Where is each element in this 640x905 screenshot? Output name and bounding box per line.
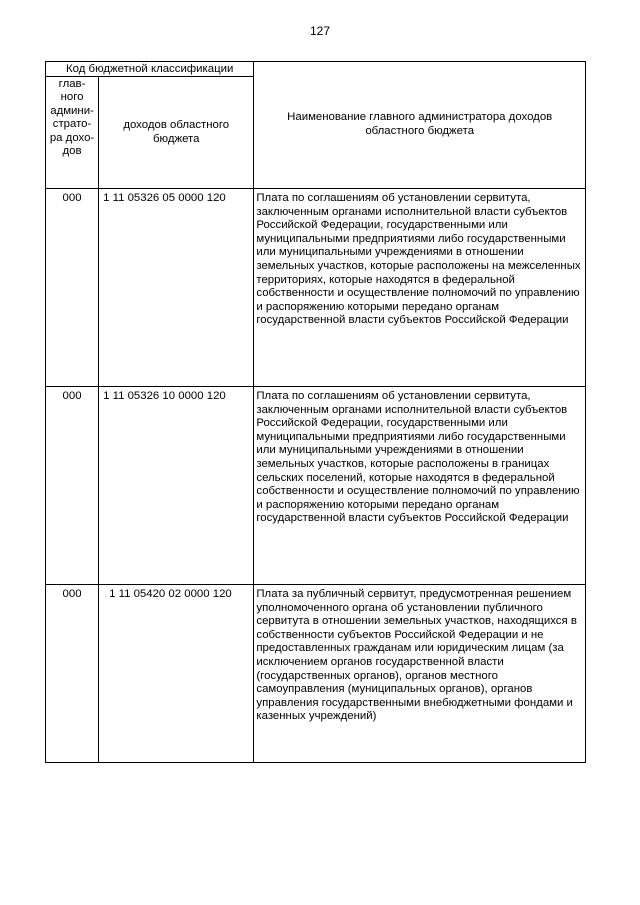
page-number: 127 [309, 24, 331, 38]
main-administrator-header-line: ра дохо- [49, 131, 95, 144]
administrator-name-header: Наименование главного администратора доходов областного бюджета [254, 62, 586, 189]
budget-classification-table [45, 61, 586, 763]
admin-code-cell: 000 [46, 585, 99, 763]
admin-code-cell: 000 [46, 387, 99, 585]
main-administrator-header [46, 77, 99, 189]
revenue-code-cell: 1 11 05326 05 0000 120 [99, 189, 254, 387]
revenue-name-cell: Плата по соглашениям об установлении сервитута, заключенным органами исполнительной власти субъектов Российской Федерации, государственными или муниципальными предприятиями либо государственными или муниципальными учреждениями в отношении земельных участков, которые расположены в границах сельских поселений, которые находятся в федеральной собственности и осуществление полномочий по управлению и распоряжению которыми передано органам государственной власти субъектов Российской Федерации [254, 387, 586, 585]
main-administrator-header-line: ного [60, 91, 84, 104]
table-row [46, 189, 586, 387]
main-administrator-header-line: админи- [50, 104, 94, 117]
table-row [46, 387, 586, 585]
revenue-code-cell: 1 11 05420 02 0000 120 [99, 585, 254, 763]
main-administrator-header-line: дов [62, 145, 82, 158]
main-administrator-header-line: глав- [58, 78, 86, 90]
table-header-row [46, 62, 586, 77]
admin-code-cell: 000 [46, 189, 99, 387]
budget-classification-code-header: Код бюджетной классификации [46, 62, 254, 77]
main-administrator-header-line: страто- [52, 118, 92, 131]
revenue-name-cell: Плата по соглашениям об установлении сервитута, заключенным органами исполнительной власти субъектов Российской Федерации, государственными или муниципальными предприятиями либо государственными или муниципальными учреждениями в отношении земельных участков, которые расположены на межселенных территориях, которые находятся в федеральной собственности и осуществление полномочий по управлению и распоряжению которыми передано органам государственной власти субъектов Российской Федерации [254, 189, 586, 387]
revenue-name-cell: Плата за публичный сервитут, предусмотренная решением уполномоченного органа об установлении публичного сервитута в отношении земельных участков, находящихся в собственности субъектов Российской Федерации и не предоставленных гражданам или юридическим лицам (за исключением органов государственной власти (государственных органов), органов местного самоуправления (муниципальных органов), органов управления государственными внебюджетными фондами и казенных учреждений) [254, 585, 586, 763]
regional-revenue-code-header: доходов областного бюджета [99, 77, 254, 189]
revenue-code-cell: 1 11 05326 10 0000 120 [99, 387, 254, 585]
table-row [46, 585, 586, 763]
